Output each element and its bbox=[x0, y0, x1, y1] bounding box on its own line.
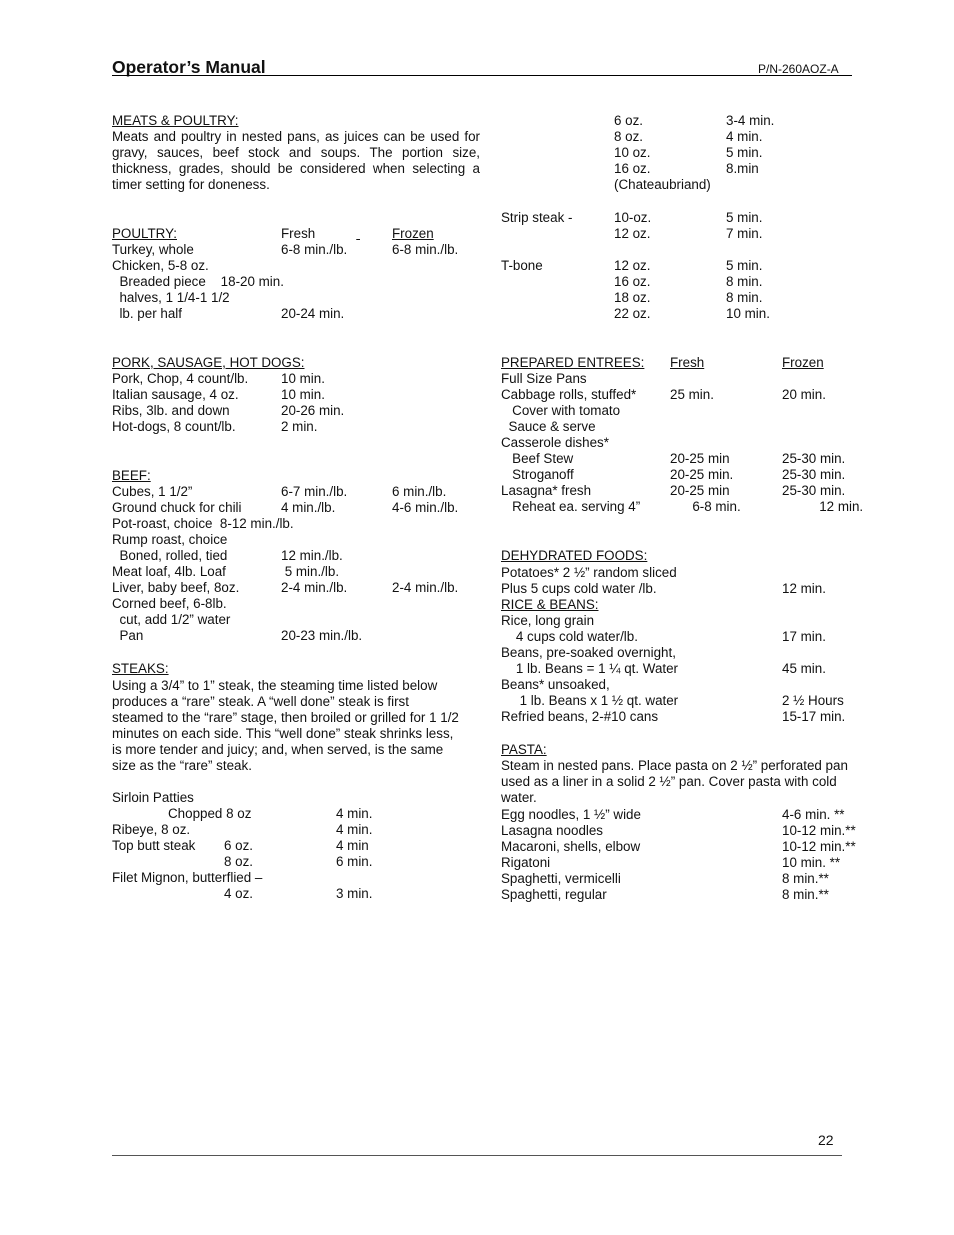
footer-rule bbox=[112, 1155, 842, 1156]
entrees-cell: Stroganoff bbox=[501, 467, 574, 482]
meats-body: Meats and poultry in nested pans, as juices can be used for gravy, sauces, beef stock and soups. The portion size, thickness, grades, should be considered when selecting a timer setting for doneness. bbox=[112, 129, 480, 192]
dehydrated-line2: Plus 5 cups cold water /lb. bbox=[501, 581, 657, 596]
meats-heading: MEATS & POULTRY: bbox=[112, 113, 239, 128]
pork-cell: Ribs, 3lb. and down bbox=[112, 403, 230, 418]
entrees-col-fresh: Fresh bbox=[670, 355, 705, 370]
beef-cell: Pot-roast, choice 8-12 min./lb. bbox=[112, 516, 294, 531]
strip-cell: 7 min. bbox=[726, 226, 763, 241]
pasta-cell: Rigatoni bbox=[501, 855, 551, 870]
filet-cell: 16 oz. bbox=[614, 161, 651, 176]
filet-cell: (Chateaubriand) bbox=[614, 177, 711, 192]
pasta-cell: Egg noodles, 1 ½” wide bbox=[501, 807, 641, 822]
entrees-cell: 25-30 min. bbox=[782, 451, 846, 466]
beef-cell: Liver, baby beef, 8oz. bbox=[112, 580, 240, 595]
tbone-cell: 8 min. bbox=[726, 290, 763, 305]
entrees-cell: 25-30 min. bbox=[782, 483, 846, 498]
entrees-cell: 12 min. bbox=[782, 499, 864, 514]
filet-cell: 8 oz. bbox=[614, 129, 644, 144]
entrees-col-frozen: Frozen bbox=[782, 355, 824, 370]
poultry-col-fresh: Fresh bbox=[281, 226, 316, 241]
rice-cell: 1 lb. Beans x 1 ½ qt. water bbox=[501, 693, 679, 708]
steaks-cell: 6 min. bbox=[336, 854, 373, 869]
pasta-cell: 4-6 min. ** bbox=[782, 807, 845, 822]
beef-cell: 20-23 min./lb. bbox=[281, 628, 363, 643]
entrees-cell: 20 min. bbox=[782, 387, 826, 402]
beef-cell: Ground chuck for chili bbox=[112, 500, 242, 515]
steaks-cell: Filet Mignon, butterflied – bbox=[112, 870, 263, 885]
pasta-cell: 8 min.** bbox=[782, 887, 829, 902]
entrees-cell: 25 min. bbox=[670, 387, 714, 402]
pasta-cell: Macaroni, shells, elbow bbox=[501, 839, 641, 854]
beef-cell: Pan bbox=[112, 628, 144, 643]
tbone-cell: 22 oz. bbox=[614, 306, 651, 321]
tbone-cell: 18 oz. bbox=[614, 290, 651, 305]
beef-cell: Boned, rolled, tied bbox=[112, 548, 228, 563]
steaks-cell: 4 oz. bbox=[224, 886, 254, 901]
entrees-heading: PREPARED ENTREES: bbox=[501, 355, 645, 370]
rice-cell: 4 cups cold water/lb. bbox=[501, 629, 638, 644]
tbone-cell: 5 min. bbox=[726, 258, 763, 273]
steaks-cell: Sirloin Patties bbox=[112, 790, 194, 805]
steaks-heading: STEAKS: bbox=[112, 661, 169, 676]
rice-cell: Beans, pre-soaked overnight, bbox=[501, 645, 676, 660]
manual-title: Operator’s Manual bbox=[112, 57, 266, 77]
entrees-cell: 6-8 min. bbox=[670, 499, 741, 514]
dehydrated-line1: Potatoes* 2 ½” random sliced bbox=[501, 565, 677, 580]
beef-cell: cut, add 1/2” water bbox=[112, 612, 231, 627]
pasta-heading: PASTA: bbox=[501, 742, 547, 757]
entrees-cell: Casserole dishes* bbox=[501, 435, 609, 450]
steaks-cell: 4 min. bbox=[336, 822, 373, 837]
entrees-cell: 20-25 min. bbox=[670, 467, 734, 482]
dehydrated-heading: DEHYDRATED FOODS: bbox=[501, 548, 648, 563]
beef-cell: 2-4 min./lb. bbox=[281, 580, 348, 595]
entrees-cell: Cabbage rolls, stuffed* bbox=[501, 387, 637, 402]
steaks-line: Using a 3/4” to 1” steak, the steaming time listed below bbox=[112, 678, 438, 693]
tbone-cell: 12 oz. bbox=[614, 258, 651, 273]
entrees-cell: Sauce & serve bbox=[501, 419, 596, 434]
poultry-cell: Turkey, whole bbox=[112, 242, 194, 257]
dehydrated-time: 12 min. bbox=[782, 581, 826, 596]
tbone-cell: 8 min. bbox=[726, 274, 763, 289]
steaks-cell: 3 min. bbox=[336, 886, 373, 901]
rice-cell: 17 min. bbox=[782, 629, 826, 644]
header-rule bbox=[112, 75, 852, 76]
strip-cell: 10-oz. bbox=[614, 210, 652, 225]
entrees-cell: Full Size Pans bbox=[501, 371, 587, 386]
strip-label: Strip steak - bbox=[501, 210, 573, 225]
beef-heading: BEEF: bbox=[112, 468, 151, 483]
pork-heading: PORK, SAUSAGE, HOT DOGS: bbox=[112, 355, 305, 370]
pasta-line: Steam in nested pans. Place pasta on 2 ½” perforated pan bbox=[501, 758, 848, 773]
beef-cell: 4 min./lb. bbox=[281, 500, 336, 515]
poultry-cell: lb. per half bbox=[112, 306, 182, 321]
steaks-line: size as the “rare” steak. bbox=[112, 758, 252, 773]
pasta-cell: Spaghetti, vermicelli bbox=[501, 871, 621, 886]
beef-cell: Meat loaf, 4lb. Loaf bbox=[112, 564, 226, 579]
steaks-cell: 4 min bbox=[336, 838, 369, 853]
entrees-cell: Lasagna* fresh bbox=[501, 483, 592, 498]
filet-cell: 4 min. bbox=[726, 129, 763, 144]
rice-cell: 2 ½ Hours bbox=[782, 693, 844, 708]
tbone-label: T-bone bbox=[501, 258, 543, 273]
poultry-cell: halves, 1 1/4-1 1/2 bbox=[112, 290, 230, 305]
rice-cell: 45 min. bbox=[782, 661, 826, 676]
beef-cell: 2-4 min./lb. bbox=[392, 580, 459, 595]
beef-cell: 12 min./lb. bbox=[281, 548, 343, 563]
poultry-cell: 6-8 min./lb. bbox=[392, 242, 459, 257]
poultry-cell: 20-24 min. bbox=[281, 306, 345, 321]
steaks-line: minutes on each side. This “well done” steak shrinks less, bbox=[112, 726, 454, 741]
rice-cell: 1 lb. Beans = 1 ¼ qt. Water bbox=[501, 661, 679, 676]
steaks-cell: 6 oz. bbox=[224, 838, 254, 853]
pork-cell: 10 min. bbox=[281, 387, 325, 402]
steaks-line: produces a “rare” steak. A “well done” steak is first bbox=[112, 694, 409, 709]
filet-cell: 3-4 min. bbox=[726, 113, 775, 128]
beef-cell: 6 min./lb. bbox=[392, 484, 447, 499]
beef-cell: Corned beef, 6-8lb. bbox=[112, 596, 227, 611]
part-number: P/N-260AOZ-A bbox=[758, 62, 839, 76]
filet-cell: 6 oz. bbox=[614, 113, 644, 128]
poultry-rule bbox=[234, 226, 360, 242]
rice-cell: 15-17 min. bbox=[782, 709, 846, 724]
beef-cell: 4-6 min./lb. bbox=[392, 500, 459, 515]
beef-cell: Rump roast, choice bbox=[112, 532, 228, 547]
entrees-cell: Cover with tomato bbox=[501, 403, 621, 418]
filet-cell: 5 min. bbox=[726, 145, 763, 160]
pasta-cell: Lasagna noodles bbox=[501, 823, 604, 838]
rice-cell: Beans* unsoaked, bbox=[501, 677, 610, 692]
beef-cell: 5 min./lb. bbox=[281, 564, 340, 579]
pasta-cell: 8 min.** bbox=[782, 871, 829, 886]
pasta-cell: 10-12 min.** bbox=[782, 823, 856, 838]
poultry-cell: Chicken, 5-8 oz. bbox=[112, 258, 209, 273]
pasta-cell: Spaghetti, regular bbox=[501, 887, 607, 902]
page-number: 22 bbox=[818, 1132, 834, 1148]
poultry-cell: 6-8 min./lb. bbox=[281, 242, 348, 257]
tbone-cell: 16 oz. bbox=[614, 274, 651, 289]
pork-cell: 10 min. bbox=[281, 371, 325, 386]
steaks-cell: 4 min. bbox=[336, 806, 373, 821]
entrees-cell: 20-25 min bbox=[670, 451, 730, 466]
steaks-cell: 8 oz. bbox=[224, 854, 254, 869]
poultry-heading: POULTRY: bbox=[112, 226, 177, 241]
pork-cell: Pork, Chop, 4 count/lb. bbox=[112, 371, 249, 386]
pork-cell: 20-26 min. bbox=[281, 403, 345, 418]
entrees-cell: Reheat ea. serving 4” bbox=[501, 499, 641, 514]
pork-cell: 2 min. bbox=[281, 419, 318, 434]
pasta-cell: 10-12 min.** bbox=[782, 839, 856, 854]
entrees-cell: 20-25 min bbox=[670, 483, 730, 498]
entrees-cell: Beef Stew bbox=[501, 451, 574, 466]
steaks-cell: Top butt steak bbox=[112, 838, 196, 853]
pasta-line: water. bbox=[501, 790, 537, 805]
poultry-cell: Breaded piece 18-20 min. bbox=[112, 274, 284, 289]
filet-cell: 8.min bbox=[726, 161, 759, 176]
entrees-cell: 25-30 min. bbox=[782, 467, 846, 482]
steaks-cell: Chopped 8 oz bbox=[168, 806, 252, 821]
poultry-col-frozen: Frozen bbox=[392, 226, 434, 241]
tbone-cell: 10 min. bbox=[726, 306, 770, 321]
rice-heading: RICE & BEANS: bbox=[501, 597, 599, 612]
beef-cell: Cubes, 1 1/2” bbox=[112, 484, 193, 499]
rice-cell: Refried beans, 2-#10 cans bbox=[501, 709, 659, 724]
steaks-line: steamed to the “rare” stage, then broiled or grilled for 1 1/2 bbox=[112, 710, 459, 725]
beef-cell: 6-7 min./lb. bbox=[281, 484, 348, 499]
pork-cell: Hot-dogs, 8 count/lb. bbox=[112, 419, 236, 434]
rice-cell: Rice, long grain bbox=[501, 613, 595, 628]
strip-cell: 5 min. bbox=[726, 210, 763, 225]
filet-cell: 10 oz. bbox=[614, 145, 651, 160]
pork-cell: Italian sausage, 4 oz. bbox=[112, 387, 239, 402]
pasta-line: used as a liner in a solid 2 ½” pan. Cover pasta with cold bbox=[501, 774, 837, 789]
pasta-cell: 10 min. ** bbox=[782, 855, 841, 870]
strip-cell: 12 oz. bbox=[614, 226, 651, 241]
steaks-cell: Ribeye, 8 oz. bbox=[112, 822, 191, 837]
steaks-line: is more tender and juicy; and, when served, is the same bbox=[112, 742, 444, 757]
